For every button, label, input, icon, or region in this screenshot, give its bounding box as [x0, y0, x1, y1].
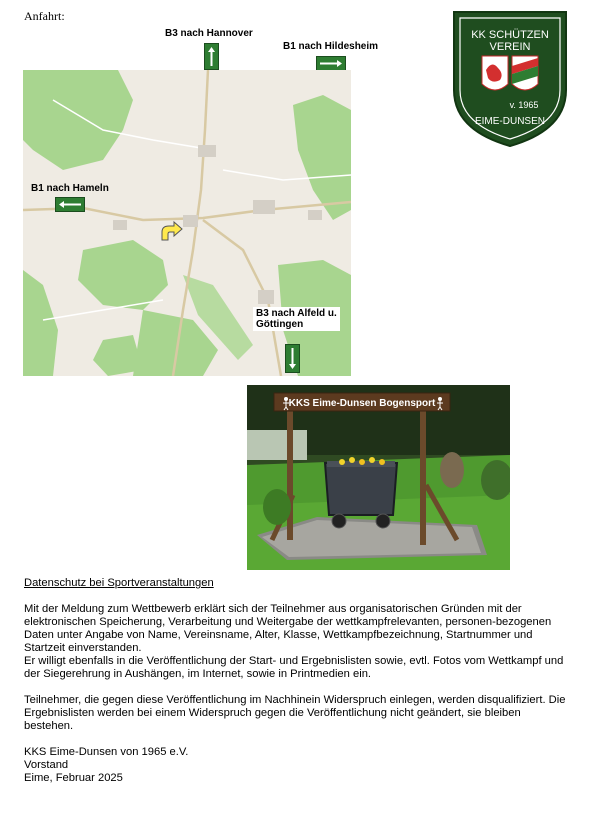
road-label-b3-alfeld: B3 nach Alfeld u. Göttingen	[253, 307, 340, 331]
club-logo	[452, 10, 568, 148]
privacy-heading: Datenschutz bei Sportveranstaltungen	[24, 577, 214, 589]
anfahrt-label: Anfahrt:	[24, 9, 65, 23]
road-label-b3-hannover: B3 nach Hannover	[165, 28, 253, 39]
logo-year: v. 1965	[509, 100, 539, 110]
road-label-b1-hameln: B1 nach Hameln	[31, 183, 109, 194]
sign-text: KKS Eime-Dunsen Bogensport	[288, 398, 436, 409]
privacy-text	[24, 577, 569, 785]
arrow-down-icon	[285, 344, 300, 373]
logo-top-line2: VEREIN	[489, 41, 531, 53]
signature-club: KKS Eime-Dunsen von 1965 e.V.	[24, 746, 189, 758]
club-sign-photo	[247, 385, 510, 570]
arrow-up-icon	[204, 43, 219, 70]
paragraph-1b: Er willigt ebenfalls in die Veröffentlichung der Start- und Ergebnislisten sowie, evtl. Fotos vom Wettkampf und der Siegerehrung in Aushängen, im Internet, sowie in Printmedien ein.	[24, 655, 564, 680]
paragraph-1a: Mit der Meldung zum Wettbewerb erklärt sich der Teilnehmer aus organisatorischen Gründen mit der elektronischen Speicherung, Verarbeitung und Weitergabe der wettkampfrelevanten, personen-bezogenen Daten unter Angabe von Name, Vereinsname, Alter, Klasse, Wettkampfbezeichnung, Startnummer und Startzeit einverstanden.	[24, 603, 552, 654]
arrow-right-icon	[316, 56, 346, 71]
road-label-b1-hildesheim: B1 nach Hildesheim	[283, 41, 379, 52]
signature	[24, 746, 569, 785]
arrow-left-icon	[55, 197, 85, 212]
logo-top-line1: KK SCHÜTZEN	[471, 29, 549, 41]
signature-role: Vorstand	[24, 759, 69, 771]
signature-date: Eime, Februar 2025	[24, 772, 123, 784]
paragraph-2: Teilnehmer, die gegen diese Veröffentlichung im Nachhinein Widerspruch einlegen, werden disqualifiziert. Die Ergebnislisten werden bei einem Widerspruch gegen die Veröffentlichung nicht geändert, sie bleiben bestehen.	[24, 694, 566, 732]
logo-bottom: EIME-DUNSEN	[474, 116, 546, 127]
paragraph-1	[24, 603, 569, 681]
